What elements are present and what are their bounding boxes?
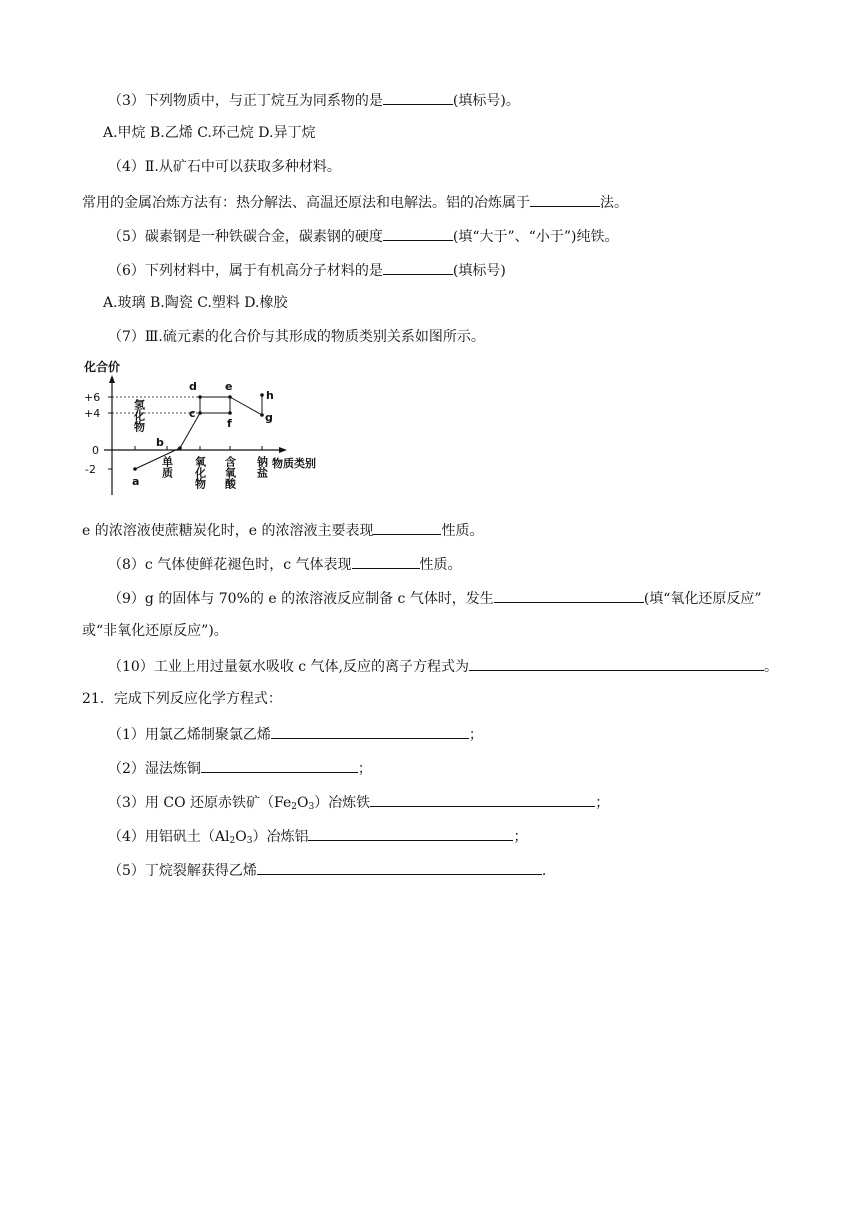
question-21-2	[108, 757, 372, 779]
point-label-h: h	[266, 389, 274, 402]
category-label: 氢化物	[132, 399, 146, 432]
category-label: 钠盐	[255, 456, 269, 478]
question-21-1-suffix: ；	[468, 727, 483, 743]
question-21-1	[108, 723, 483, 745]
question-5	[108, 225, 618, 247]
question-21-4-text: O	[235, 829, 247, 845]
question-10-suffix: 。	[764, 659, 779, 675]
answer-blank[interactable]	[308, 825, 513, 841]
question-4: （4）Ⅱ.从矿石中可以获取多种材料。	[108, 159, 341, 175]
question-5-suffix: (填“大于”、“小于”)纯铁。	[452, 229, 619, 245]
answer-blank[interactable]	[373, 519, 441, 535]
category-label: 含氧酸	[223, 456, 237, 489]
question-3	[108, 89, 520, 111]
question-21-2-suffix: ；	[357, 761, 372, 777]
question-9-continuation: 或“非氧化还原反应”)。	[82, 623, 228, 639]
question-21-5-text: （5）丁烷裂解获得乙烯	[108, 863, 257, 879]
question-5-text: （5）碳素钢是一种铁碳合金，碳素钢的硬度	[108, 229, 383, 245]
answer-blank[interactable]	[494, 587, 644, 603]
question-9-text: （9）g 的固体与 70%的 e 的浓溶液反应制备 c 气体时，发生	[108, 591, 494, 607]
point-label-a: a	[132, 475, 140, 488]
answer-blank[interactable]	[469, 655, 764, 671]
point-e	[228, 395, 232, 399]
category-label: 单质	[160, 456, 174, 478]
subscript: 3	[308, 802, 315, 812]
question-6	[108, 259, 506, 281]
question-4-body-text: 常用的金属冶炼方法有：热分解法、高温还原法和电解法。铝的冶炼属于	[82, 195, 530, 211]
question-8-suffix: 性质。	[419, 557, 462, 573]
y-tick-label: +6	[84, 391, 101, 404]
point-b	[178, 446, 182, 450]
point-h	[260, 393, 264, 397]
question-10-text: （10）工业上用过量氨水吸收 c 气体,反应的离子方程式为	[108, 659, 470, 675]
question-7: （7）Ⅲ.硫元素的化合价与其形成的物质类别关系如图所示。	[108, 329, 485, 345]
point-d	[198, 395, 202, 399]
answer-blank[interactable]	[370, 791, 595, 807]
answer-blank[interactable]	[271, 723, 469, 739]
point-label-f: f	[227, 417, 232, 430]
question-21-2-text: （2）湿法炼铜	[108, 761, 201, 777]
point-label-c: c	[189, 407, 196, 420]
answer-blank[interactable]	[257, 859, 542, 875]
x-axis-arrow	[279, 447, 287, 453]
answer-blank[interactable]	[383, 89, 453, 105]
point-label-d: d	[189, 380, 197, 393]
answer-blank[interactable]	[383, 259, 453, 275]
question-3-options: A.甲烷 B.乙烯 C.环己烷 D.异丁烷	[103, 125, 316, 141]
question-8-text: （8）c 气体使鲜花褪色时，c 气体表现	[108, 557, 352, 573]
question-6-text: （6）下列材料中，属于有机高分子材料的是	[108, 263, 383, 279]
y-tick-label: 0	[92, 444, 99, 457]
subscript: 2	[291, 802, 297, 812]
point-c	[198, 411, 202, 415]
point-a	[133, 467, 137, 471]
question-4-body-suffix: 法。	[600, 195, 628, 211]
point-label-b: b	[156, 436, 164, 449]
point-f	[228, 411, 232, 415]
point-label-g: g	[265, 411, 273, 424]
question-9-suffix: (填“氧化还原反应”	[643, 591, 762, 607]
question-6-suffix: (填标号)	[452, 263, 506, 279]
question-9	[108, 587, 762, 609]
sulfur-valence-diagram	[82, 355, 342, 505]
answer-blank[interactable]	[201, 757, 358, 773]
question-21-5-suffix: .	[541, 863, 547, 879]
subscript: 2	[229, 836, 236, 846]
subscript: 3	[246, 836, 253, 846]
question-21-4-text: （4）用铝矾土（Al	[108, 829, 230, 845]
answer-blank[interactable]	[530, 191, 600, 207]
y-tick-label: +4	[84, 407, 101, 420]
answer-blank[interactable]	[383, 225, 453, 241]
question-21-3-text: （3）用 CO 还原赤铁矿（Fe	[108, 795, 292, 811]
question-21-3-text: ）冶炼铁	[314, 795, 371, 811]
question-21-4-suffix: ；	[513, 829, 528, 845]
question-8	[108, 553, 462, 575]
answer-blank[interactable]	[352, 553, 420, 569]
question-21-5	[108, 859, 546, 881]
question-7-body-text: e 的浓溶液使蔗糖炭化时，e 的浓溶液主要表现	[82, 523, 374, 539]
point-g	[260, 413, 264, 417]
x-axis-label: 物质类别	[272, 457, 316, 470]
category-label: 氧化物	[193, 456, 207, 489]
question-6-options: A.玻璃 B.陶瓷 C.塑料 D.橡胶	[103, 295, 288, 311]
question-7-body	[82, 519, 483, 541]
question-4-body	[82, 191, 628, 213]
y-axis-arrow	[109, 375, 115, 383]
question-21-4	[108, 825, 527, 851]
question-3-text: （3）下列物质中，与正丁烷互为同系物的是	[108, 93, 383, 109]
question-10	[108, 655, 778, 677]
point-label-e: e	[225, 380, 233, 393]
question-3-suffix: (填标号)。	[452, 93, 520, 109]
question-7-body-suffix: 性质。	[441, 523, 484, 539]
question-21-1-text: （1）用氯乙烯制聚氯乙烯	[108, 727, 271, 743]
question-21-3-suffix: ；	[595, 795, 610, 811]
y-tick-label: -2	[85, 463, 96, 476]
y-axis-label: 化合价	[84, 360, 121, 374]
question-21-4-text: ）冶炼铝	[252, 829, 309, 845]
question-21-title: 21．完成下列反应化学方程式：	[82, 691, 282, 707]
question-21-3-text: O	[296, 795, 309, 811]
connector-e-g	[230, 397, 262, 415]
question-21-3	[108, 791, 609, 817]
